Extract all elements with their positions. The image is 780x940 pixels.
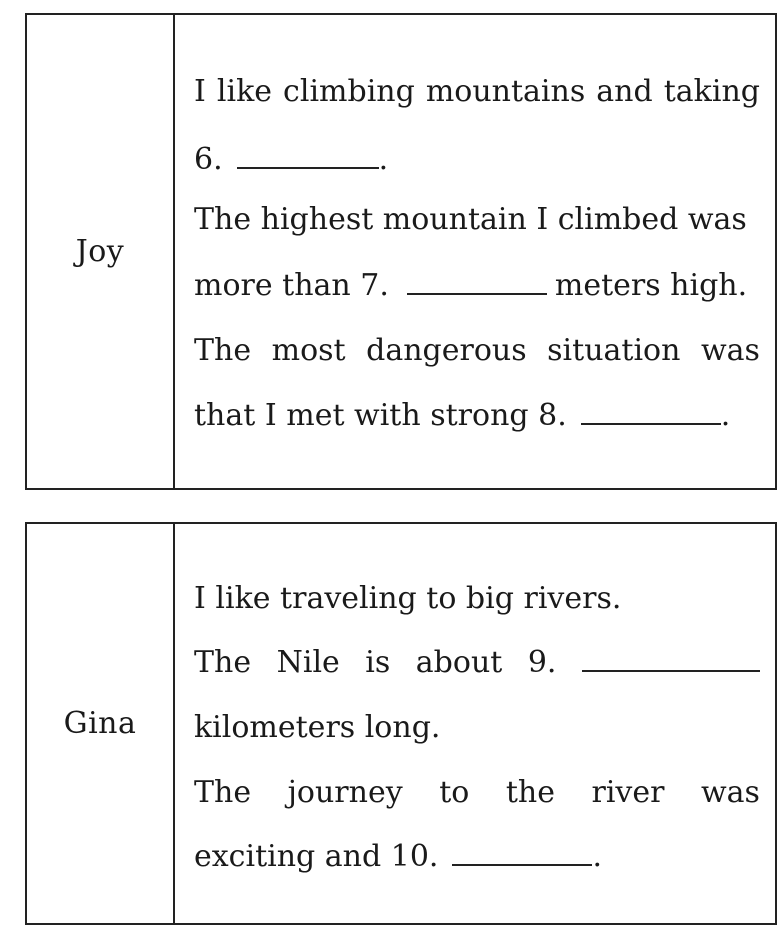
word: was [700,333,760,368]
blank-9[interactable] [582,648,760,672]
gina-text-cell [175,524,775,923]
word: situation [547,333,681,368]
joy-line-5 [194,333,760,368]
joy-line-1 [194,74,760,109]
word: taking [663,74,760,109]
joy-text-cell [175,15,775,488]
joy-name: Joy [75,234,125,269]
word: was [700,775,760,810]
word: to [439,775,470,810]
word: The [194,645,252,680]
word: Nile [276,645,340,680]
blank-10[interactable] [452,842,592,866]
gina-line-3: kilometers long. [194,710,441,745]
gina-line-1: I like traveling to big rivers. [194,581,622,616]
word: about [415,645,503,680]
word: mountains [425,74,586,109]
blank-7[interactable] [407,271,547,295]
word: is [365,645,391,680]
joy-line-4: more than 7. meters high. [194,268,748,303]
word: I [194,74,206,109]
gina-name: Gina [63,706,137,741]
word: The [194,775,252,810]
word: 9. [527,645,557,680]
gina-card [25,522,777,925]
word: the [505,775,555,810]
blank-6[interactable] [237,145,379,169]
joy-card [25,13,777,490]
blank-8[interactable] [581,401,721,425]
gina-line-2 [194,645,760,680]
word: and [596,74,653,109]
joy-name-cell [27,15,175,488]
gina-line-5: exciting and 10. . [194,839,602,874]
word: river [591,775,665,810]
gina-line-4 [194,775,760,810]
gina-name-cell [27,524,175,923]
joy-line-6: that I met with strong 8. . [194,398,731,433]
word: The [194,333,252,368]
joy-line-3: The highest mountain I climbed was [194,202,747,237]
joy-line-2: 6. . [194,142,389,177]
word: journey [287,775,403,810]
word: dangerous [366,333,527,368]
word: climbing [283,74,415,109]
word: most [271,333,346,368]
word: like [216,74,273,109]
